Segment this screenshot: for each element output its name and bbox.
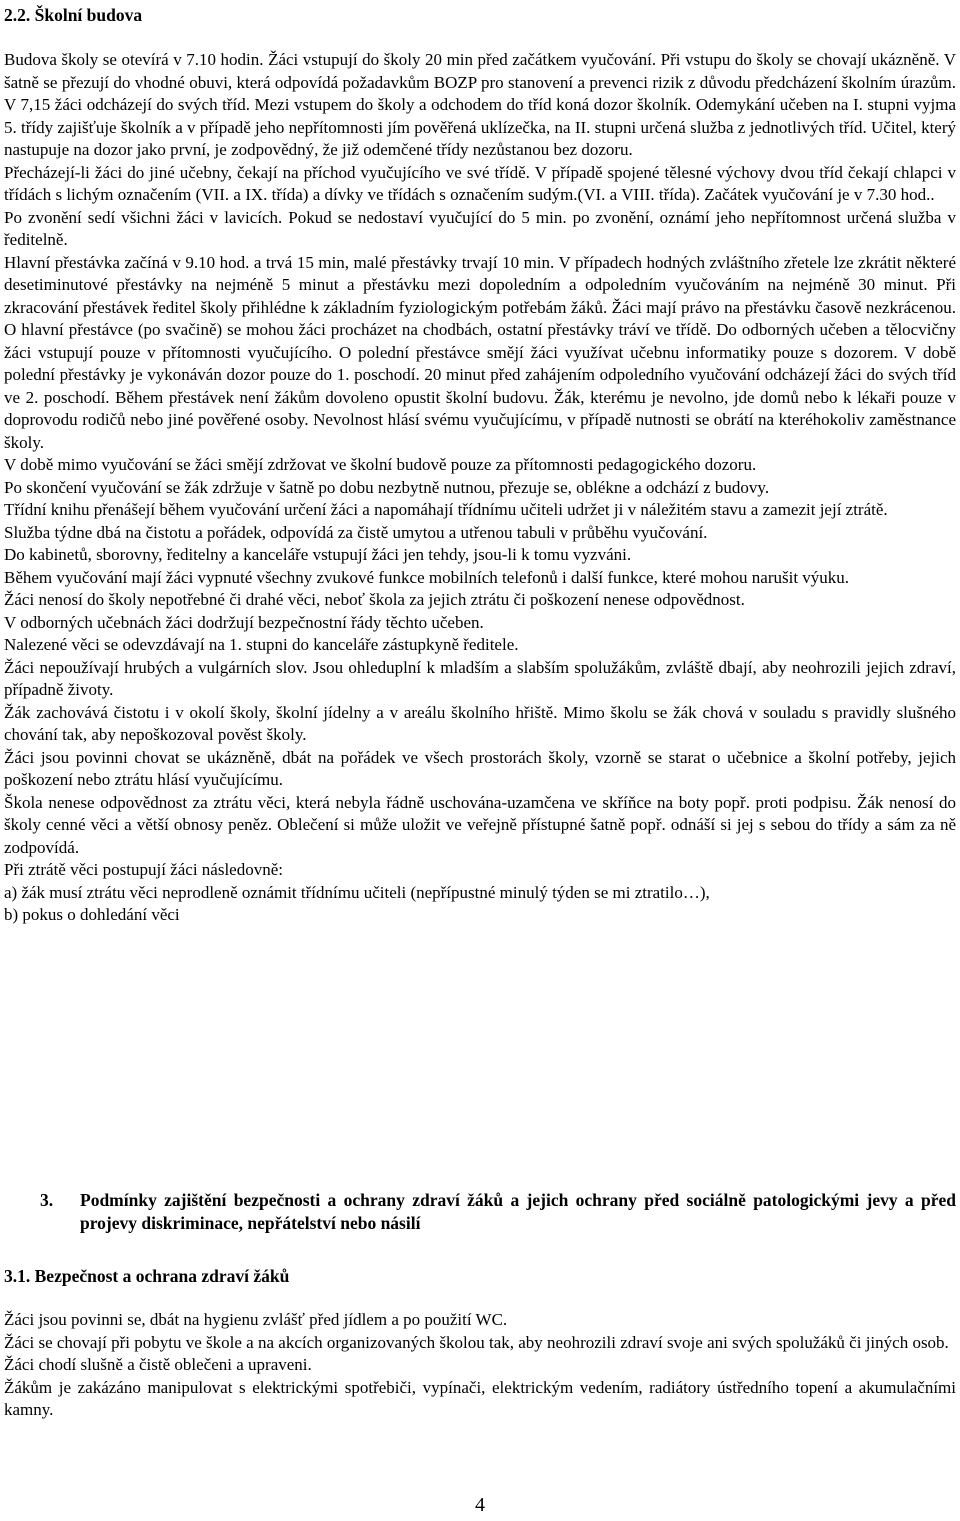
paragraph-breaks: Hlavní přestávka začíná v 9.10 hod. a trvá 15 min, malé přestávky trvají 10 min. V případech hodných zvláštního zřetele lze zkrátit některé desetiminutové přestávky na nejméně 5 minut a přestávku mezi dopoledním a odpoledním vyučováním na nejméně 30 minut. Při zkracování přestávek ředitel školy přihlédne k základním fyziologickým potřebám žáků. Žáci mají právo na přestávku časově nezkrácenou. O hlavní přestávce (po svačině) se mohou žáci procházet na chodbách, ostatní přestávky tráví ve třídě. Do odborných učeben a tělocvičny žáci vstupují pouze v přítomnosti vyučujícího. O polední přestávce smějí žáci využívat učebnu informatiky pouze s dozorem. V době polední přestávky je vykonáván dozor pouze do 1. poschodí. 20 minut před zahájením odpoledního vyučování odcházejí žáci do svých tříd ve 2. poschodí. Během přestávek není žákům dovoleno opustit školní budovu. Žák, kterému je nevolno, jde domů nebo k lékaři pouze v doprovodu rodičů nebo jiné pověřené osoby. Nevolnost hlásí svému vyučujícímu, v případě nutnosti se obrátí na kteréhokoliv zaměstnance školy. bbox=[4, 252, 956, 452]
paragraph-cleanliness: Žák zachovává čistotu i v okolí školy, školní jídelny a v areálu školního hřiště. Mimo školu se žák chová v souladu s pravidly slušného chování tak, aby nepoškozoval pověst školy. bbox=[4, 702, 956, 744]
paragraph-offices: Do kabinetů, sborovny, ředitelny a kanceláře vstupují žáci jen tehdy, jsou-li k tomu vyzváni. bbox=[4, 545, 632, 564]
list-item-b: b) pokus o dohledání věci bbox=[4, 905, 180, 924]
paragraph-changing-rooms: Přecházejí-li žáci do jiné učebny, čekají na příchod vyučujícího ve své třídě. V případě spojené tělesné výchovy dvou tříd čekají chlapci v třídách s lichým označením (VII. a IX. třída) a dívky ve třídách s označením sudým.(VI. a VIII. třída). Začátek vyučování je v 7.30 hod.. bbox=[4, 162, 956, 204]
paragraph-specialist-rooms: V odborných učebnách žáci dodržují bezpečnostní řády těchto učeben. bbox=[4, 612, 484, 632]
paragraph-after-hours: V době mimo vyučování se žáci smějí zdržovat ve školní budově pouze za přítomnosti pedagogického dozoru. bbox=[4, 455, 757, 474]
paragraph-mobile-phones: Během vyučování mají žáci vypnuté všechny zvukové funkce mobilních telefonů i další funkce, které mohou narušit výuku. bbox=[4, 567, 850, 587]
subsection-body bbox=[4, 1309, 956, 1422]
paragraph-clothing: Žáci chodí slušně a čistě oblečeni a upraveni. bbox=[4, 1355, 312, 1374]
paragraph-school-opening: Budova školy se otevírá v 7.10 hodin. Žáci vstupují do školy 20 min před začátkem vyučování. Při vstupu do školy se chovají ukázněně. V šatně se přezují do vhodné obuvi, která odpovídá požadavkům BOZP pro stanovení a prevenci rizik z důvodu předcházení školním úrazům. V 7,15 žáci odcházejí do svých tříd. Mezi vstupem do školy a odchodem do tříd koná dozor školník. Odemykání učeben na I. stupni vyjma 5. třídy zajišťuje školník a v případě jeho nepřítomnosti jím pověřená uklízečka, na II. stupni určená služba z jednotlivých tříd. Učitel, který nastupuje na dozor jako první, je zodpovědný, že již odemčené třídy nezůstanou bez dozoru. bbox=[4, 50, 956, 159]
section-heading: 2.2. Školní budova bbox=[4, 5, 143, 25]
page-number: 4 bbox=[475, 1494, 485, 1516]
chapter-heading bbox=[40, 1189, 956, 1234]
paragraph-class-book: Třídní knihu přenášejí během vyučování určení žáci a napomáhají třídnímu učiteli udržet ji v náležitém stavu a zamezit její ztrátě. bbox=[4, 500, 888, 519]
paragraph-end-of-lessons: Po skončení vyučování se žák zdržuje v šatně po dobu nezbytně nutnou, přezuje se, oblékne a odchází z budovy. bbox=[4, 477, 770, 497]
document-page bbox=[4, 0, 956, 1521]
paragraph-lost-items: Nalezené věci se odevzdávají na 1. stupni do kanceláře zástupkyně ředitele. bbox=[4, 635, 519, 654]
paragraph-language: Žáci nepoužívají hrubých a vulgárních slov. Jsou ohleduplní k mladším a slabším spolužákům, zvláště dbají, aby neohrozili jejich zdraví, případně životy. bbox=[4, 657, 956, 699]
paragraph-hygiene: Žáci jsou povinni se, dbát na hygienu zvlášť před jídlem a po použití WC. bbox=[4, 1310, 508, 1329]
subsection-heading: 3.1. Bezpečnost a ochrana zdraví žáků bbox=[4, 1266, 290, 1286]
list-item-a: a) žák musí ztrátu věci neprodleně oznámit třídnímu učiteli (nepřípustné minulý týden se mi ztratilo…), bbox=[4, 882, 710, 902]
chapter-title: Podmínky zajištění bezpečnosti a ochrany zdraví žáků a jejich ochrany před sociálně patologickými jevy a před projevy diskriminace, nepřátelství nebo násilí bbox=[80, 1190, 956, 1233]
paragraph-loss-procedure: Při ztrátě věci postupují žáci následovně: bbox=[4, 860, 283, 879]
paragraph-safety: Žáci se chovají při pobytu ve škole a na akcích organizovaných školou tak, aby neohrozili zdraví svoje ani svých spolužáků či jiných osob. bbox=[4, 1332, 949, 1352]
paragraph-liability: Škola nenese odpovědnost za ztrátu věci, která nebyla řádně uschována-uzamčena ve skříňce na boty popř. proti podpisu. Žák nenosí do školy cenné věci a větší obnosy peněz. Oblečení si může uložit ve veřejně přístupné šatně popř. odnáší si jej s sebou do třídy a sám za ně zodpovídá. bbox=[4, 792, 956, 857]
paragraph-weekly-duty: Služba týdne dbá na čistotu a pořádek, odpovídá za čistě umytou a utřenou tabuli v průběhu vyučování. bbox=[4, 522, 708, 542]
chapter-number: 3. bbox=[40, 1190, 54, 1210]
paragraph-electrical: Žákům je zakázáno manipulovat s elektrickými spotřebiči, vypínači, elektrickým vedením, radiátory ústředního topení a akumulačními kamny. bbox=[4, 1377, 956, 1419]
section-body bbox=[4, 49, 956, 927]
paragraph-bell: Po zvonění sedí všichni žáci v lavicích. Pokud se nedostaví vyučující do 5 min. po zvonění, oznámí jeho nepřítomnost určená služba v ředitelně. bbox=[4, 207, 956, 249]
paragraph-discipline: Žáci jsou povinni chovat se ukázněně, dbát na pořádek ve všech prostorách školy, vzorně se starat o učebnice a školní potřeby, jejich poškození nebo ztrátu hlásí vyučujícímu. bbox=[4, 747, 956, 789]
paragraph-valuables: Žáci nenosí do školy nepotřebné či drahé věci, neboť škola za jejich ztrátu či poškození nenese odpovědnost. bbox=[4, 590, 745, 609]
